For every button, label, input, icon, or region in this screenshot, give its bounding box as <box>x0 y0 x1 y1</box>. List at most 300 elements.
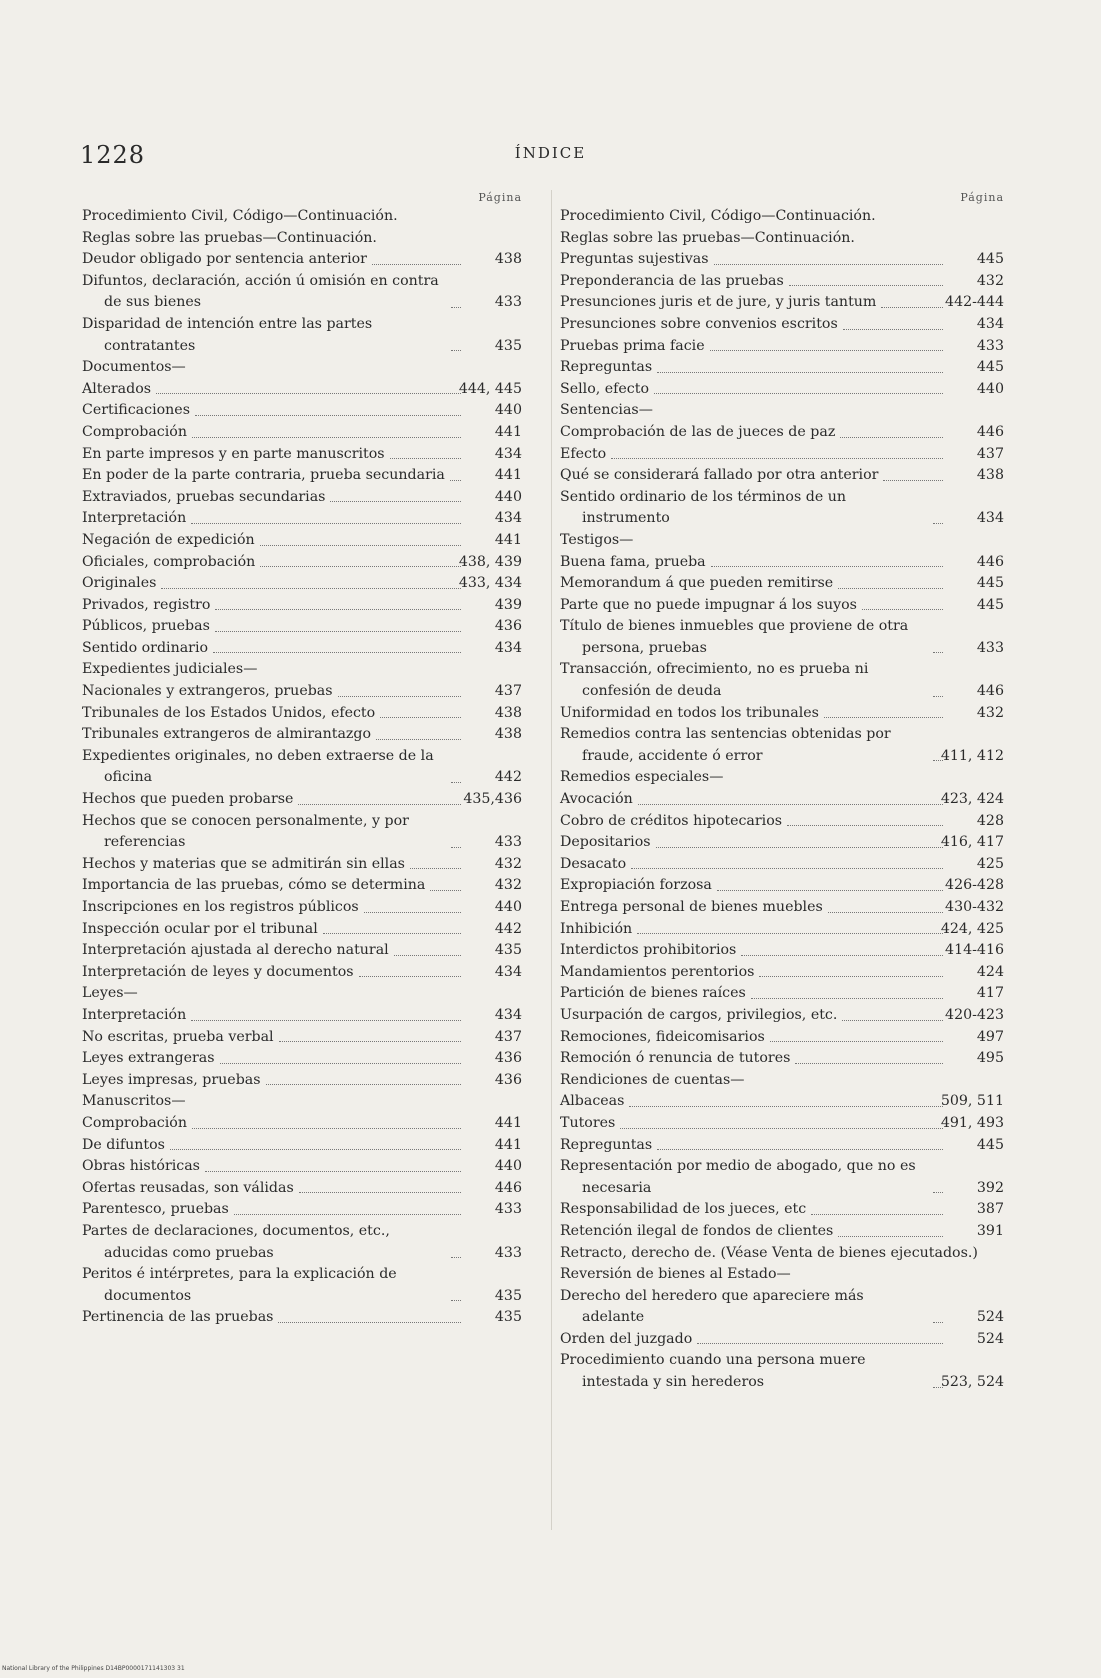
entry-text: Presunciones juris et de jure, y juris tantum <box>560 294 877 311</box>
index-entry <box>82 1156 522 1178</box>
entry-text: Repreguntas <box>560 1136 653 1153</box>
entry-text: Documentos— <box>82 359 186 376</box>
index-entry <box>82 854 522 876</box>
index-entry <box>82 1113 522 1135</box>
index-entry <box>560 292 1004 314</box>
entry-page-ref: 440 <box>494 488 522 505</box>
entry-text: Testigos— <box>560 531 634 548</box>
entry-text: Albaceas <box>560 1093 625 1110</box>
entry-text: Obras históricas <box>82 1158 200 1175</box>
index-entry <box>560 573 1004 595</box>
dot-leader <box>843 329 943 330</box>
entry-page-ref: 434 <box>494 639 522 656</box>
entry-page-ref: 442 <box>494 769 522 786</box>
index-entry <box>560 1329 1004 1351</box>
index-entry <box>82 962 522 984</box>
dot-leader <box>629 1106 943 1107</box>
dot-leader <box>266 1084 461 1085</box>
index-column-left <box>82 190 522 1329</box>
index-entry <box>560 552 1004 574</box>
index-entry <box>82 1264 522 1307</box>
entry-page-ref: 420-423 <box>945 1006 1004 1023</box>
entry-text: Manuscritos— <box>82 1093 186 1110</box>
index-entry <box>560 595 1004 617</box>
entry-text: Partición de bienes raíces <box>560 985 746 1002</box>
index-entry <box>82 875 522 897</box>
entry-page-ref: 438, 439 <box>458 553 522 570</box>
entry-text: Desacato <box>560 855 627 872</box>
dot-leader <box>451 847 461 848</box>
entry-page-ref: 438 <box>494 704 522 721</box>
entry-text: Interpretación <box>82 1006 187 1023</box>
entry-page-ref: 411, 412 <box>940 747 1004 764</box>
dot-leader <box>828 912 943 913</box>
dot-leader <box>338 696 461 697</box>
index-entry <box>560 919 1004 941</box>
dot-leader <box>278 1322 461 1323</box>
entry-text: Representación por medio de abogado, que no es necesaria <box>560 1158 921 1196</box>
index-entry <box>560 811 1004 833</box>
entry-list <box>82 206 522 1329</box>
dot-leader <box>811 1214 943 1215</box>
entry-text: Parte que no puede impugnar á los suyos <box>560 596 857 613</box>
dot-leader <box>191 1020 461 1021</box>
index-entry <box>560 1221 1004 1243</box>
index-entry <box>560 314 1004 336</box>
dot-leader <box>751 998 943 999</box>
entry-text: Procedimiento Civil, Código—Continuación. <box>560 208 876 224</box>
entry-text: Expedientes originales, no deben extraerse de la oficina <box>82 747 439 786</box>
index-entry <box>560 616 1004 659</box>
dot-leader <box>637 933 943 934</box>
dot-leader <box>656 847 943 848</box>
entry-page-ref: 524 <box>976 1309 1004 1326</box>
index-entry <box>82 530 522 552</box>
index-entry <box>560 206 1004 228</box>
entry-page-ref: 445 <box>976 359 1004 376</box>
entry-page-ref: 423, 424 <box>940 791 1004 808</box>
entry-text: Negación de expedición <box>82 531 255 548</box>
entry-page-ref: 432 <box>976 704 1004 721</box>
entry-page-ref: 432 <box>976 272 1004 289</box>
entry-text: No escritas, prueba verbal <box>82 1028 274 1045</box>
dot-leader <box>657 1149 943 1150</box>
entry-text: Sentido ordinario <box>82 639 209 656</box>
entry-text: Nacionales y extrangeros, pruebas <box>82 683 333 700</box>
entry-page-ref: 426-428 <box>945 877 1004 894</box>
index-entry <box>560 249 1004 271</box>
entry-page-ref: 446 <box>976 553 1004 570</box>
index-entry <box>82 465 522 487</box>
dot-leader <box>215 609 461 610</box>
entry-page-ref: 434 <box>494 963 522 980</box>
index-entry <box>82 552 522 574</box>
entry-text: Parentesco, pruebas <box>82 1201 229 1218</box>
index-entry <box>560 336 1004 358</box>
index-entry <box>82 703 522 725</box>
dot-leader <box>795 1063 943 1064</box>
entry-text: Sello, efecto <box>560 380 649 397</box>
entry-page-ref: 436 <box>494 1071 522 1088</box>
dot-leader <box>451 307 461 308</box>
entry-page-ref: 524 <box>976 1330 1004 1347</box>
entry-text: Depositarios <box>560 834 651 851</box>
index-entry <box>560 724 1004 767</box>
dot-leader <box>330 501 461 502</box>
entry-text: Preguntas sujestivas <box>560 251 709 268</box>
dot-leader <box>654 393 943 394</box>
dot-leader <box>824 717 943 718</box>
dot-leader <box>451 1300 461 1301</box>
entry-text: Retracto, derecho de. (Véase Venta de bienes ejecutados.) <box>560 1244 978 1261</box>
entry-text: Rendiciones de cuentas— <box>560 1071 745 1088</box>
entry-text: Tribunales de los Estados Unidos, efecto <box>82 704 376 721</box>
scan-footer: National Library of the Philippines D14BP0000171141303 31 <box>2 1665 185 1672</box>
entry-page-ref: 445 <box>976 596 1004 613</box>
index-entry <box>560 1048 1004 1070</box>
index-entry <box>82 940 522 962</box>
entry-page-ref: 434 <box>976 510 1004 527</box>
entry-text: Hechos que se conocen personalmente, y por referencias <box>82 812 414 851</box>
index-entry <box>560 444 1004 466</box>
index-entry <box>560 1286 1004 1329</box>
dot-leader <box>883 480 943 481</box>
entry-text: Reversión de bienes al Estado— <box>560 1266 791 1283</box>
entry-text: Memorandum á que pueden remitirse <box>560 575 834 592</box>
index-entry <box>82 1199 522 1221</box>
entry-page-ref: 441 <box>494 1114 522 1131</box>
entry-text: Pruebas prima facie <box>560 337 705 354</box>
index-entry <box>560 271 1004 293</box>
entry-page-ref: 441 <box>494 531 522 548</box>
index-entry <box>82 789 522 811</box>
entry-text: Remedios especiales— <box>560 769 724 786</box>
index-entry <box>82 357 522 379</box>
entry-page-ref: 438 <box>494 726 522 743</box>
index-entry <box>82 746 522 789</box>
index-entry <box>560 875 1004 897</box>
dot-leader <box>881 307 943 308</box>
entry-text: Remociones, fideicomisarios <box>560 1028 765 1045</box>
entry-text: Hechos que pueden probarse <box>82 791 294 808</box>
dot-leader <box>657 372 943 373</box>
index-entry <box>560 1243 1004 1265</box>
index-entry <box>82 1027 522 1049</box>
entry-text: En poder de la parte contraria, prueba secundaria <box>82 467 445 484</box>
index-entry <box>82 314 522 357</box>
dot-leader <box>220 1063 462 1064</box>
entry-page-ref: 425 <box>976 855 1004 872</box>
index-entry <box>560 703 1004 725</box>
entry-page-ref: 442-444 <box>945 294 1004 311</box>
entry-text: Efecto <box>560 445 607 462</box>
dot-leader <box>710 350 943 351</box>
entry-text: Entrega personal de bienes muebles <box>560 899 823 915</box>
entry-text: Certificaciones <box>82 402 190 419</box>
pagina-label: Página <box>478 191 522 204</box>
entry-text: Leyes extrangeras <box>82 1050 215 1067</box>
index-entry <box>560 465 1004 487</box>
entry-text: Oficiales, comprobación <box>82 553 256 570</box>
index-entry <box>82 595 522 617</box>
dot-leader <box>213 652 461 653</box>
pagina-label: Página <box>960 191 1004 204</box>
dot-leader <box>260 545 461 546</box>
dot-leader <box>279 1041 461 1042</box>
entry-page-ref: 441 <box>494 423 522 440</box>
entry-page-ref: 435 <box>494 1287 522 1304</box>
entry-page-ref: 495 <box>976 1050 1004 1067</box>
dot-leader <box>215 631 461 632</box>
entry-text: Interdictos prohibitorios <box>560 942 737 959</box>
entry-page-ref: 432 <box>494 855 522 872</box>
entry-text: En parte impresos y en parte manuscritos <box>82 445 385 462</box>
entry-text: Título de bienes inmuebles que proviene de otra persona, pruebas <box>560 618 913 656</box>
entry-text: Mandamientos perentorios <box>560 963 755 980</box>
index-entry <box>82 1178 522 1200</box>
entry-page-ref: 435 <box>494 942 522 959</box>
entry-text: Inhibición <box>560 920 633 937</box>
entry-page-ref: 437 <box>976 445 1004 462</box>
entry-text: Comprobación <box>82 423 187 440</box>
entry-page-ref: 416, 417 <box>940 834 1004 851</box>
dot-leader <box>260 566 461 567</box>
entry-page-ref: 434 <box>494 445 522 462</box>
entry-page-ref: 440 <box>976 380 1004 397</box>
entry-text: Sentencias— <box>560 402 653 419</box>
entry-page-ref: 433 <box>976 639 1004 656</box>
entry-page-ref: 424 <box>976 963 1004 980</box>
dot-leader <box>451 350 461 351</box>
page-title: ÍNDICE <box>514 144 587 162</box>
entry-page-ref: 445 <box>976 251 1004 268</box>
entry-text: Procedimiento cuando una persona muere intestada y sin herederos <box>560 1352 871 1391</box>
entry-page-ref: 440 <box>494 402 522 419</box>
entry-text: Avocación <box>560 791 633 808</box>
index-entry <box>560 1005 1004 1027</box>
entry-page-ref: 523, 524 <box>940 1374 1004 1391</box>
entry-page-ref: 438 <box>494 251 522 268</box>
dot-leader <box>933 652 943 653</box>
dot-leader <box>631 868 943 869</box>
dot-leader <box>770 1041 943 1042</box>
dot-leader <box>759 976 943 977</box>
index-entry <box>82 271 522 314</box>
index-entry <box>82 206 522 228</box>
dot-leader <box>156 393 461 394</box>
dot-leader <box>195 415 461 416</box>
entry-text: Leyes— <box>82 985 138 1002</box>
entry-text: Qué se considerará fallado por otra anterior <box>560 467 879 484</box>
entry-text: Inspección ocular por el tribunal <box>82 920 318 937</box>
dot-leader <box>933 523 943 524</box>
entry-text: De difuntos <box>82 1136 165 1153</box>
dot-leader <box>394 955 461 956</box>
entry-page-ref: 437 <box>494 683 522 700</box>
entry-text: Preponderancia de las pruebas <box>560 272 784 289</box>
index-entry <box>82 983 522 1005</box>
dot-leader <box>364 912 461 913</box>
index-entry <box>560 983 1004 1005</box>
entry-text: Presunciones sobre convenios escritos <box>560 315 838 332</box>
index-entry <box>82 444 522 466</box>
index-entry <box>560 379 1004 401</box>
entry-list <box>560 206 1004 1394</box>
dot-leader <box>170 1149 461 1150</box>
entry-text: Repreguntas <box>560 359 653 376</box>
dot-leader <box>717 890 943 891</box>
index-entry <box>560 422 1004 444</box>
index-entry <box>82 249 522 271</box>
entry-text: Retención ilegal de fondos de clientes <box>560 1222 834 1239</box>
index-entry <box>82 1221 522 1264</box>
entry-text: Remoción ó renuncia de tutores <box>560 1050 791 1067</box>
index-entry <box>82 811 522 854</box>
entry-text: Responsabilidad de los jueces, etc <box>560 1201 807 1218</box>
entry-text: Reglas sobre las pruebas—Continuación. <box>82 229 377 246</box>
entry-text: Inscripciones en los registros públicos <box>82 899 359 915</box>
index-entry <box>560 530 1004 552</box>
index-entry <box>560 1264 1004 1286</box>
dot-leader <box>711 566 943 567</box>
index-entry <box>82 228 522 250</box>
entry-text: Difuntos, declaración, acción ú omisión en contra de sus bienes <box>82 272 444 311</box>
entry-page-ref: 446 <box>976 423 1004 440</box>
entry-page-ref: 430-432 <box>945 899 1004 915</box>
entry-page-ref: 509, 511 <box>940 1093 1004 1110</box>
index-entry <box>560 228 1004 250</box>
dot-leader <box>451 1257 461 1258</box>
entry-page-ref: 417 <box>976 985 1004 1002</box>
entry-page-ref: 491, 493 <box>940 1114 1004 1131</box>
entry-page-ref: 433 <box>976 337 1004 354</box>
entry-text: Tutores <box>560 1114 616 1131</box>
index-entry <box>560 767 1004 789</box>
entry-text: Reglas sobre las pruebas—Continuación. <box>560 229 855 246</box>
entry-page-ref: 435 <box>494 337 522 354</box>
entry-page-ref: 446 <box>494 1179 522 1196</box>
index-entry <box>82 897 522 919</box>
entry-text: Pertinencia de las pruebas <box>82 1309 274 1326</box>
entry-text: Orden del juzgado <box>560 1330 693 1347</box>
dot-leader <box>410 868 461 869</box>
entry-page-ref: 442 <box>494 920 522 937</box>
dot-leader <box>862 609 943 610</box>
column-divider <box>551 190 552 1530</box>
dot-leader <box>842 1020 943 1021</box>
entry-text: Usurpación de cargos, privilegios, etc. <box>560 1006 838 1023</box>
entry-page-ref: 432 <box>494 877 522 894</box>
index-entry <box>82 659 522 681</box>
index-entry <box>560 1091 1004 1113</box>
index-entry <box>560 1156 1004 1199</box>
entry-page-ref: 433 <box>494 1244 522 1261</box>
entry-text: Interpretación <box>82 510 187 527</box>
entry-page-ref: 437 <box>494 1028 522 1045</box>
entry-text: Privados, registro <box>82 596 211 613</box>
entry-text: Públicos, pruebas <box>82 618 210 635</box>
index-entry <box>82 1091 522 1113</box>
index-entry <box>560 962 1004 984</box>
index-entry <box>560 487 1004 530</box>
entry-text: Comprobación de las de jueces de paz <box>560 423 836 440</box>
dot-leader <box>933 1322 943 1323</box>
dot-leader <box>787 825 943 826</box>
index-entry <box>82 616 522 638</box>
entry-text: Transacción, ofrecimiento, no es prueba ni confesión de deuda <box>560 661 873 700</box>
dot-leader <box>390 458 461 459</box>
entry-text: Expedientes judiciales— <box>82 661 258 678</box>
entry-text: Buena fama, prueba <box>560 553 706 570</box>
entry-page-ref: 445 <box>976 1136 1004 1153</box>
entry-text: Importancia de las pruebas, cómo se determina <box>82 877 426 894</box>
index-entry <box>560 940 1004 962</box>
index-entry <box>82 379 522 401</box>
index-entry <box>82 573 522 595</box>
dot-leader <box>234 1214 461 1215</box>
entry-text: Deudor obligado por sentencia anterior <box>82 251 367 268</box>
entry-page-ref: 439 <box>494 596 522 613</box>
entry-page-ref: 436 <box>494 1050 522 1067</box>
dot-leader <box>789 285 943 286</box>
index-entry <box>82 422 522 444</box>
entry-page-ref: 424, 425 <box>940 920 1004 937</box>
entry-text: Uniformidad en todos los tribunales <box>560 704 819 721</box>
entry-page-ref: 392 <box>976 1179 1004 1196</box>
dot-leader <box>611 458 943 459</box>
entry-page-ref: 436 <box>494 618 522 635</box>
index-entry <box>82 724 522 746</box>
entry-page-ref: 433 <box>494 834 522 851</box>
index-entry <box>560 1350 1004 1393</box>
entry-page-ref: 414-416 <box>945 942 1004 959</box>
index-entry <box>82 1135 522 1157</box>
entry-page-ref: 441 <box>494 1136 522 1153</box>
index-entry <box>560 832 1004 854</box>
entry-page-ref: 441 <box>494 467 522 484</box>
dot-leader <box>205 1171 461 1172</box>
index-entry <box>560 1070 1004 1092</box>
entry-text: Hechos y materias que se admitirán sin ellas <box>82 855 405 872</box>
entry-page-ref: 444, 445 <box>458 380 522 397</box>
dot-leader <box>323 933 461 934</box>
entry-page-ref: 440 <box>494 1158 522 1175</box>
dot-leader <box>840 437 943 438</box>
dot-leader <box>638 804 943 805</box>
entry-page-ref: 433 <box>494 294 522 311</box>
index-entry <box>82 400 522 422</box>
dot-leader <box>298 804 461 805</box>
dot-leader <box>451 782 461 783</box>
index-entry <box>560 1027 1004 1049</box>
entry-text: Leyes impresas, pruebas <box>82 1071 261 1088</box>
entry-text: Cobro de créditos hipotecarios <box>560 812 783 829</box>
index-entry <box>82 1048 522 1070</box>
index-entry <box>560 854 1004 876</box>
entry-page-ref: 434 <box>494 510 522 527</box>
entry-text: Remedios contra las sentencias obtenidas por fraude, accidente ó error <box>560 726 896 764</box>
entry-page-ref: 387 <box>976 1201 1004 1218</box>
dot-leader <box>933 696 943 697</box>
index-entry <box>560 1199 1004 1221</box>
entry-text: Extraviados, pruebas secundarias <box>82 488 326 505</box>
entry-text: Derecho del heredero que apareciere más adelante <box>560 1287 869 1326</box>
index-entry <box>82 1307 522 1329</box>
entry-page-ref: 434 <box>494 1006 522 1023</box>
dot-leader <box>838 588 943 589</box>
index-entry <box>560 1113 1004 1135</box>
dot-leader <box>372 264 461 265</box>
